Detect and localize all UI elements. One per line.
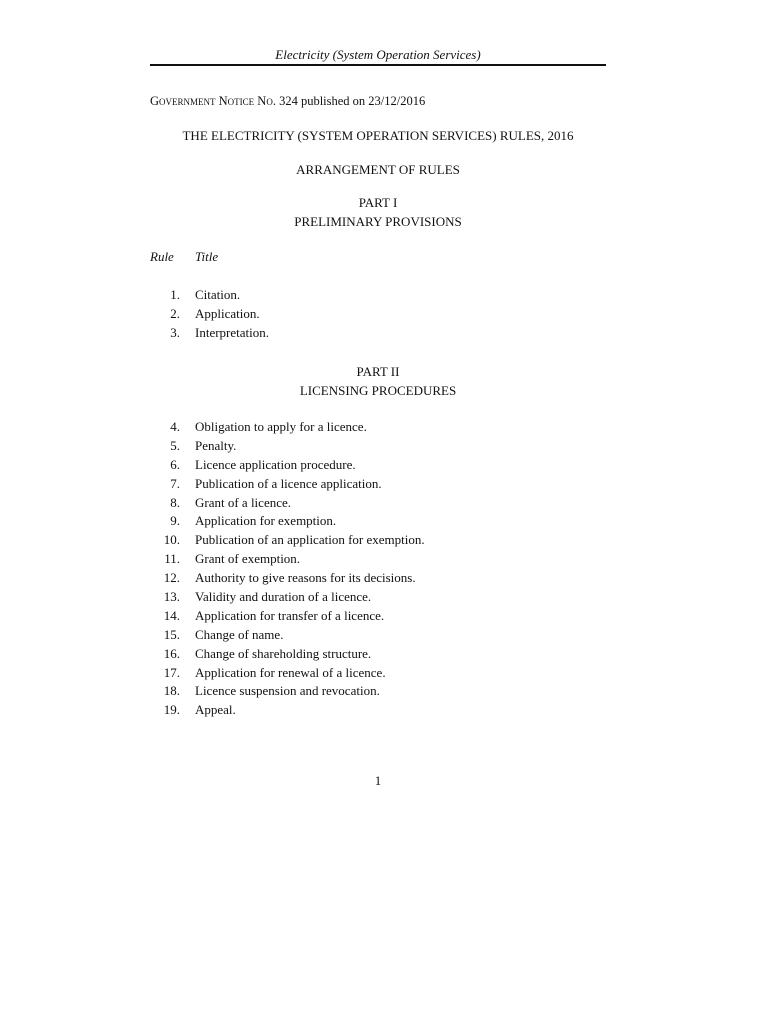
rule-entry xyxy=(150,588,606,607)
rule-number: 16. xyxy=(163,645,180,661)
rule-title: Interpretation. xyxy=(195,324,269,340)
act-title: THE ELECTRICITY (SYSTEM OPERATION SERVICES) RULES, 2016 xyxy=(182,128,574,143)
rule-entry xyxy=(150,701,606,720)
rule-title: Authority to give reasons for its decisions. xyxy=(195,570,416,586)
rule-number: 17. xyxy=(163,664,180,680)
part-2-rule-list xyxy=(150,418,606,720)
rule-title: Grant of a licence. xyxy=(195,494,292,510)
rule-title: Application for renewal of a licence. xyxy=(195,664,386,680)
rule-number: 2. xyxy=(170,305,180,321)
rule-entry xyxy=(150,607,606,626)
rule-title: Obligation to apply for a licence. xyxy=(195,419,367,434)
rule-number: 6. xyxy=(170,456,180,472)
rule-number: 14. xyxy=(163,607,180,623)
arrangement-heading: ARRANGEMENT OF RULES xyxy=(296,162,460,177)
part-1-heading: PRELIMINARY PROVISIONS xyxy=(294,214,462,229)
rule-title: Application for exemption. xyxy=(195,513,337,529)
running-header: Electricity (System Operation Services) xyxy=(275,47,481,62)
rule-title: Citation. xyxy=(195,287,241,302)
part-1-rule-list xyxy=(150,286,606,343)
rule-title: Change of shareholding structure. xyxy=(195,645,372,661)
rule-number: 13. xyxy=(163,589,180,605)
notice-prefix: Government Notice No. xyxy=(150,94,276,108)
column-header-title: Title xyxy=(195,249,219,264)
rule-entry xyxy=(150,531,606,550)
rule-number: 18. xyxy=(163,683,180,699)
rule-number: 10. xyxy=(163,532,180,548)
rule-number: 3. xyxy=(170,324,180,340)
rule-entry xyxy=(150,664,606,683)
rule-title: Licence suspension and revocation. xyxy=(195,683,380,699)
rule-entry xyxy=(150,475,606,494)
rule-entry xyxy=(150,418,606,437)
rule-number: 12. xyxy=(163,570,180,586)
rule-entry xyxy=(150,569,606,588)
rule-title: Appeal. xyxy=(195,702,236,718)
notice-number-date: 324 published on 23/12/2016 xyxy=(275,94,426,108)
part-2-label: PART II xyxy=(356,364,400,379)
rule-title: Application for transfer of a licence. xyxy=(195,607,385,623)
rule-title: Application. xyxy=(195,305,260,321)
rule-number: 1. xyxy=(170,287,180,302)
page-number: 1 xyxy=(374,773,382,788)
rule-number: 15. xyxy=(163,626,180,642)
part-1-label: PART I xyxy=(358,195,398,210)
header-rule xyxy=(150,64,606,66)
rule-entry xyxy=(150,456,606,475)
rule-number: 9. xyxy=(170,513,180,529)
rule-number: 7. xyxy=(170,475,180,491)
rule-number: 4. xyxy=(170,419,180,434)
part-1-header xyxy=(150,193,606,231)
part-2-heading: LICENSING PROCEDURES xyxy=(299,383,457,398)
rule-entry xyxy=(150,512,606,531)
rule-title: Licence application procedure. xyxy=(195,456,356,472)
rule-number: 8. xyxy=(170,494,180,510)
rule-entry xyxy=(150,437,606,456)
government-notice xyxy=(150,93,425,109)
rule-entry xyxy=(150,324,606,343)
rule-number: 5. xyxy=(170,437,180,453)
rule-entry xyxy=(150,626,606,645)
rule-entry xyxy=(150,645,606,664)
rule-title: Change of name. xyxy=(195,626,284,642)
rule-entry xyxy=(150,494,606,513)
rule-title: Grant of exemption. xyxy=(195,551,301,567)
rule-entry xyxy=(150,286,606,305)
rule-title: Publication of a licence application. xyxy=(195,475,382,491)
rule-title: Validity and duration of a licence. xyxy=(195,589,372,605)
rule-title: Publication of an application for exemption. xyxy=(195,532,425,548)
rule-entry xyxy=(150,550,606,569)
rule-entry xyxy=(150,305,606,324)
rule-number: 11. xyxy=(164,551,180,567)
rule-number: 19. xyxy=(163,702,180,718)
rule-entry xyxy=(150,682,606,701)
part-2-header xyxy=(150,362,606,400)
rule-title: Penalty. xyxy=(195,437,237,453)
column-header-rule: Rule xyxy=(150,249,174,264)
